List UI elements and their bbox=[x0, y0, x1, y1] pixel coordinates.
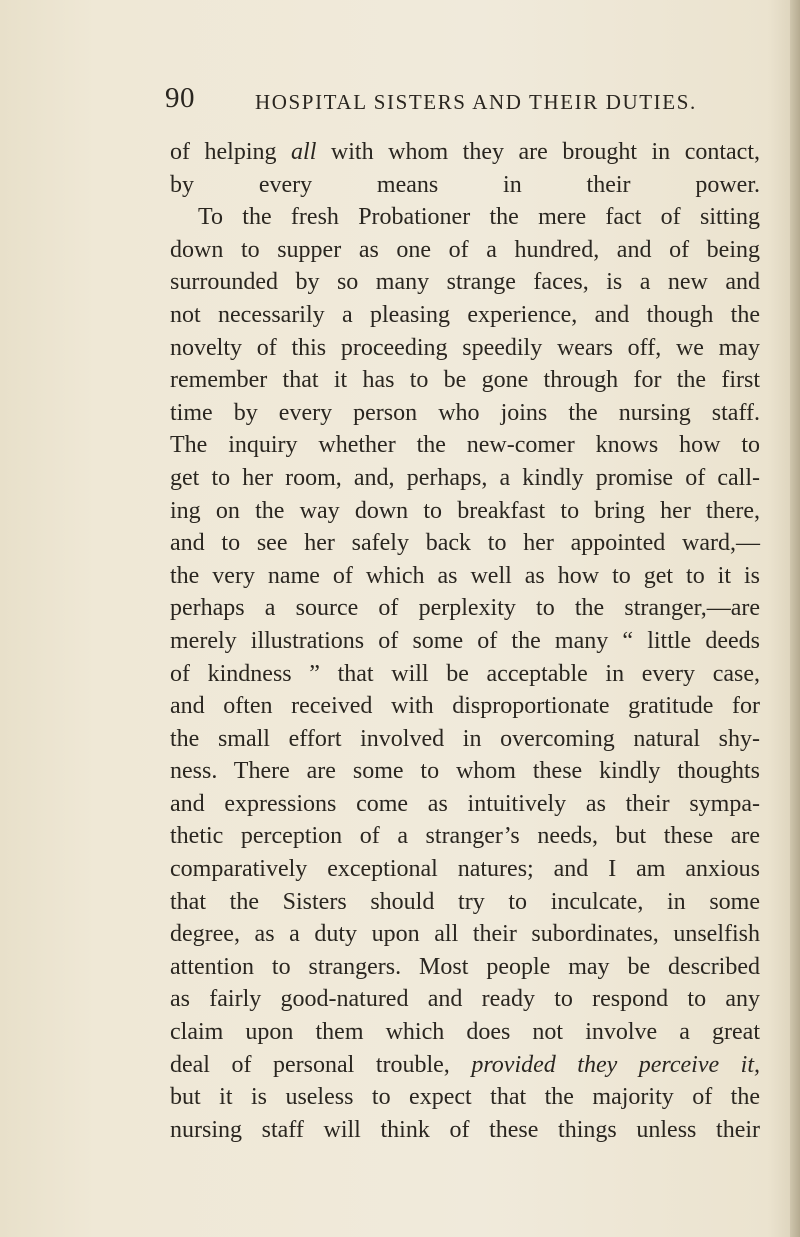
text-segment: To the fresh Probationer the mere fact of sitting bbox=[198, 204, 760, 231]
text-line bbox=[170, 397, 760, 430]
text-segment: and to see her safely back to her appointed ward,— bbox=[170, 530, 760, 557]
text-line bbox=[170, 755, 760, 788]
text-segment: but it is useless to expect that the majority of the bbox=[170, 1084, 760, 1111]
text-line bbox=[170, 658, 760, 691]
text-line bbox=[170, 169, 760, 202]
text-line bbox=[170, 136, 760, 169]
text-line bbox=[170, 592, 760, 625]
text-segment: surrounded by so many strange faces, is a new and bbox=[170, 269, 760, 296]
text-line bbox=[170, 951, 760, 984]
text-segment: and expressions come as intuitively as their sympa- bbox=[170, 790, 760, 817]
text-segment: The inquiry whether the new-comer knows how to bbox=[170, 432, 760, 459]
text-segment: remember that it has to be gone through for the first bbox=[170, 367, 760, 394]
text-segment: degree, as a duty upon all their subordinates, unselfish bbox=[170, 921, 760, 948]
text-segment: and often received with disproportionate gratitude for bbox=[170, 693, 760, 720]
text-segment: as fairly good-natured and ready to respond to any bbox=[170, 986, 760, 1013]
text-segment: thetic perception of a stranger’s needs, but these are bbox=[170, 823, 760, 850]
text-segment: the small effort involved in overcoming natural shy- bbox=[170, 725, 760, 752]
text-line bbox=[170, 853, 760, 886]
text-segment: of kindness ” that will be acceptable in every case, bbox=[170, 660, 760, 687]
text-line bbox=[170, 495, 760, 528]
italic-text-segment: all bbox=[291, 139, 317, 165]
text-segment: by every means in their power. bbox=[170, 171, 760, 198]
text-segment: get to her room, and, perhaps, a kindly promise of call- bbox=[170, 464, 760, 491]
text-segment: deal of personal trouble, bbox=[170, 1051, 472, 1078]
text-segment: time by every person who joins the nursing staff. bbox=[170, 399, 760, 426]
text-segment: that the Sisters should try to inculcate, in some bbox=[170, 888, 760, 915]
text-line bbox=[170, 560, 760, 593]
text-segment: perhaps a source of perplexity to the stranger,—are bbox=[170, 595, 760, 622]
text-segment: nursing staff will think of these things unless their bbox=[170, 1116, 760, 1143]
text-line bbox=[170, 1114, 760, 1147]
page-edge-shadow bbox=[790, 0, 800, 1237]
text-line bbox=[170, 364, 760, 397]
text-segment: attention to strangers. Most people may be described bbox=[170, 953, 760, 980]
text-line bbox=[170, 527, 760, 560]
text-segment: novelty of this proceeding speedily wears off, we may bbox=[170, 334, 760, 361]
text-segment: ing on the way down to breakfast to bring her there, bbox=[170, 497, 760, 524]
text-line bbox=[170, 625, 760, 658]
text-line bbox=[170, 299, 760, 332]
text-segment: the very name of which as well as how to get to it is bbox=[170, 562, 760, 589]
text-line bbox=[170, 918, 760, 951]
text-line bbox=[170, 886, 760, 919]
text-segment: not necessarily a pleasing experience, and though the bbox=[170, 301, 760, 328]
text-line bbox=[170, 723, 760, 756]
text-segment: of helping bbox=[170, 139, 292, 165]
text-segment: ness. There are some to whom these kindly thoughts bbox=[170, 758, 760, 785]
text-line bbox=[170, 234, 760, 267]
text-line bbox=[170, 983, 760, 1016]
body-text bbox=[170, 136, 760, 1146]
text-line bbox=[170, 462, 760, 495]
text-line bbox=[170, 820, 760, 853]
text-segment: comparatively exceptional natures; and I am anxious bbox=[170, 856, 760, 883]
italic-text-segment: provided they perceive it, bbox=[471, 1051, 761, 1078]
text-segment: merely illustrations of some of the many “ little deeds bbox=[170, 627, 760, 654]
text-segment: claim upon them which does not involve a great bbox=[170, 1019, 760, 1046]
text-line bbox=[170, 788, 760, 821]
text-segment: with whom they are brought in contact, bbox=[316, 139, 761, 165]
page-header bbox=[0, 82, 800, 118]
text-line bbox=[170, 1081, 760, 1114]
text-line bbox=[170, 690, 760, 723]
text-line bbox=[170, 1049, 760, 1082]
text-line bbox=[170, 266, 760, 299]
running-title: HOSPITAL SISTERS AND THEIR DUTIES. bbox=[255, 90, 697, 114]
text-line bbox=[170, 1016, 760, 1049]
text-segment: down to supper as one of a hundred, and of being bbox=[170, 236, 760, 263]
text-line bbox=[170, 201, 760, 234]
page-number: 90 bbox=[165, 82, 195, 114]
text-line bbox=[170, 429, 760, 462]
text-line bbox=[170, 332, 760, 365]
